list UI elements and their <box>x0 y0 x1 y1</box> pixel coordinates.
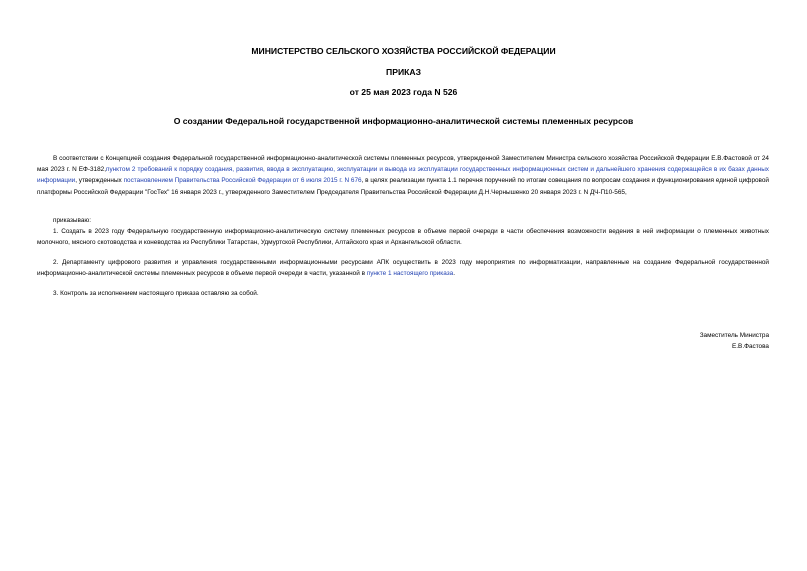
ministry-heading: МИНИСТЕРСТВО СЕЛЬСКОГО ХОЗЯЙСТВА РОССИЙСКОЙ ФЕДЕРАЦИИ <box>251 46 556 56</box>
preamble-text-2: , утвержденных <box>75 177 122 185</box>
preamble-paragraph <box>37 153 769 198</box>
order-item-2-text: 2. Департаменту цифрового развития и управления государственными информационными ресурсами АПК осуществить в 2023 году мероприятия по информатизации, направленные на создание Федеральной государственной информационно-аналитической системы племенных ресурсов в объеме первой очереди в части, указанной в <box>37 259 769 278</box>
signatory-name: Е.В.Фастова <box>732 343 769 350</box>
signatory-position: Заместитель Министра <box>699 332 769 339</box>
order-item-2-end: . <box>453 270 455 278</box>
document-type: ПРИКАЗ <box>386 67 421 77</box>
order-item-3: 3. Контроль за исполнением настоящего приказа оставляю за собой. <box>53 290 259 297</box>
order-item-2 <box>37 257 769 279</box>
document-date-number: от 25 мая 2023 года N 526 <box>349 87 458 97</box>
order-word: приказываю: <box>53 217 91 224</box>
requirements-link[interactable]: пунктом 2 требований к порядку создания, развития, ввода в эксплуатацию, эксплуатации и вывода из эксплуатации государственных информационных систем и дальнейшего хранения содержащейся в их базах данных информации <box>37 166 769 185</box>
document-title: О создании Федеральной государственной информационно-аналитической системы племенных ресурсов <box>173 116 634 126</box>
government-resolution-link[interactable]: постановлением Правительства Российской Федерации от 6 июля 2015 г. N 676 <box>123 177 362 185</box>
item-1-reference-link[interactable]: пункте 1 настоящего приказа <box>366 270 454 278</box>
preamble-text-1: В соответствии с Концепцией создания Федеральной государственной информационно-аналитической системы племенных ресурсов, утвержденной Заместителем Министра сельского хозяйства Российской Федерации Е.В.Фастовой от 24 мая 2023 г. N ЕФ-3182, <box>37 155 769 174</box>
order-item-1: 1. Создать в 2023 году Федеральную государственную информационно-аналитическую систему племенных ресурсов в объеме первой очереди в части обеспечения возможности ведения в ней информации о племенных животных молочного, мясного скотоводства и коневодства из Республики Татарстан, Удмуртской Республики, Алтайского края и Архангельской области. <box>37 228 769 247</box>
preamble-text-3: , в целях реализации пункта 1.1 перечня поручений по итогам совещания по вопросам создания и функционирования единой цифровой платформы Российской Федерации "ГосТех" 16 января 2023 г., утвержденного Заместителем Председателя Правительства Российской Федерации Д.Н.Чернышенко 20 января 2023 г. N ДЧ-П10-565, <box>37 177 769 196</box>
